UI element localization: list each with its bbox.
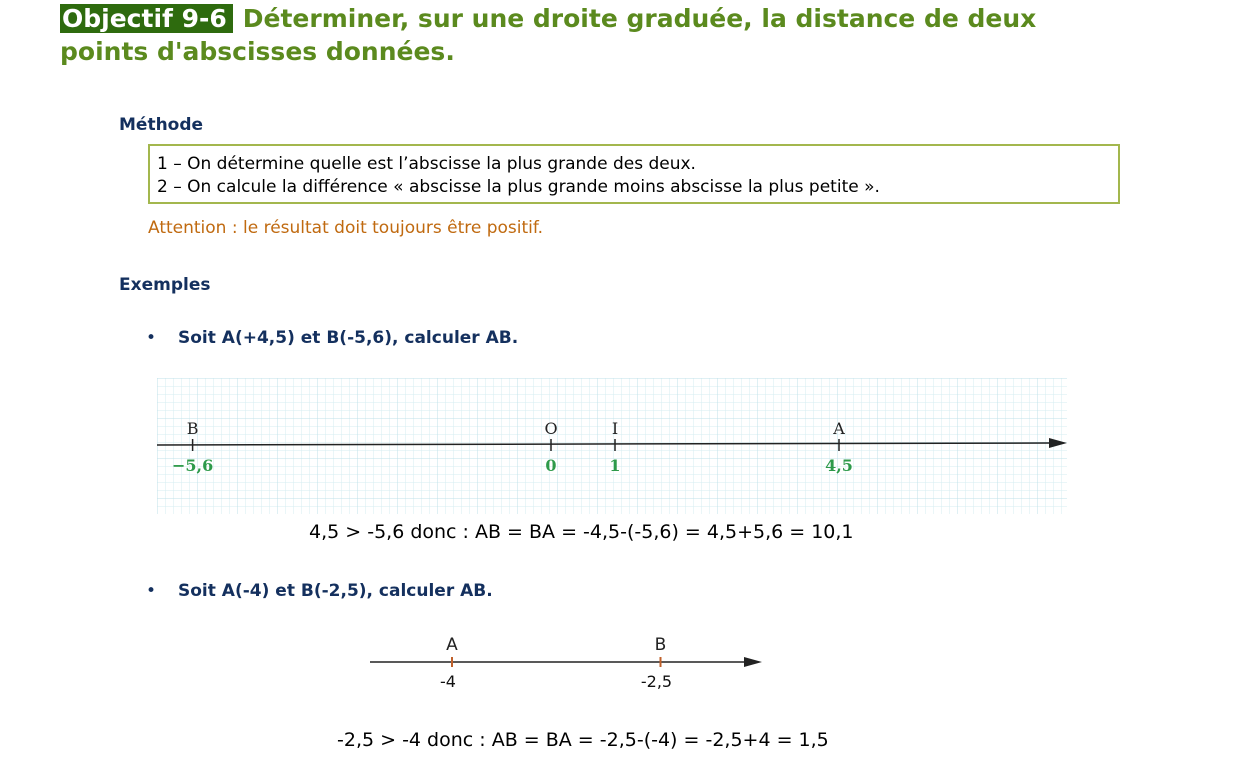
point-value-i: 1: [609, 456, 621, 475]
point-letter-o: O: [544, 419, 558, 438]
example-2-prompt: Soit A(-4) et B(-2,5), calculer AB.: [178, 581, 493, 601]
point-letter-b: B: [654, 635, 667, 655]
point-value-a: -4: [440, 672, 456, 691]
examples-heading: Exemples: [119, 275, 211, 295]
method-heading: Méthode: [119, 115, 204, 135]
objective-badge: Objectif 9-6: [60, 4, 233, 33]
point-letter-i: I: [611, 419, 619, 438]
point-value-b: −5,6: [171, 456, 214, 475]
method-step-2: 2 – On calcule la différence « abscisse la plus grande moins abscisse la plus petite ».: [157, 177, 880, 197]
objective-title-text: Déterminer, sur une droite graduée, la distance de deux: [242, 4, 1037, 33]
bullet-1: •: [146, 328, 157, 348]
objective-title-line-1: [60, 4, 1036, 34]
example-2-calculation: -2,5 > -4 donc : AB = BA = -2,5-(-4) = -2,5+4 = 1,5: [337, 729, 829, 751]
point-value-o: 0: [545, 456, 557, 475]
axis-arrow: [744, 657, 762, 667]
point-letter-b: B: [186, 419, 199, 438]
objective-title-line-2: points d'abscisses données.: [60, 37, 455, 66]
point-letter-a: A: [833, 419, 845, 438]
point-value-a: 4,5: [825, 456, 853, 475]
method-box: [148, 144, 1120, 204]
number-line-2: [370, 628, 770, 698]
point-letter-a: A: [446, 635, 458, 655]
method-warning: Attention : le résultat doit toujours être positif.: [148, 218, 544, 238]
example-1-calculation: 4,5 > -5,6 donc : AB = BA = -4,5-(-5,6) = 4,5+5,6 = 10,1: [309, 521, 854, 543]
grid-background: [157, 378, 1067, 514]
point-value-b: -2,5: [640, 672, 673, 691]
example-1-prompt: Soit A(+4,5) et B(-5,6), calculer AB.: [178, 328, 519, 348]
number-line-1: [157, 378, 1067, 514]
bullet-2: •: [146, 581, 157, 601]
method-step-1: 1 – On détermine quelle est l’abscisse la plus grande des deux.: [157, 154, 696, 174]
